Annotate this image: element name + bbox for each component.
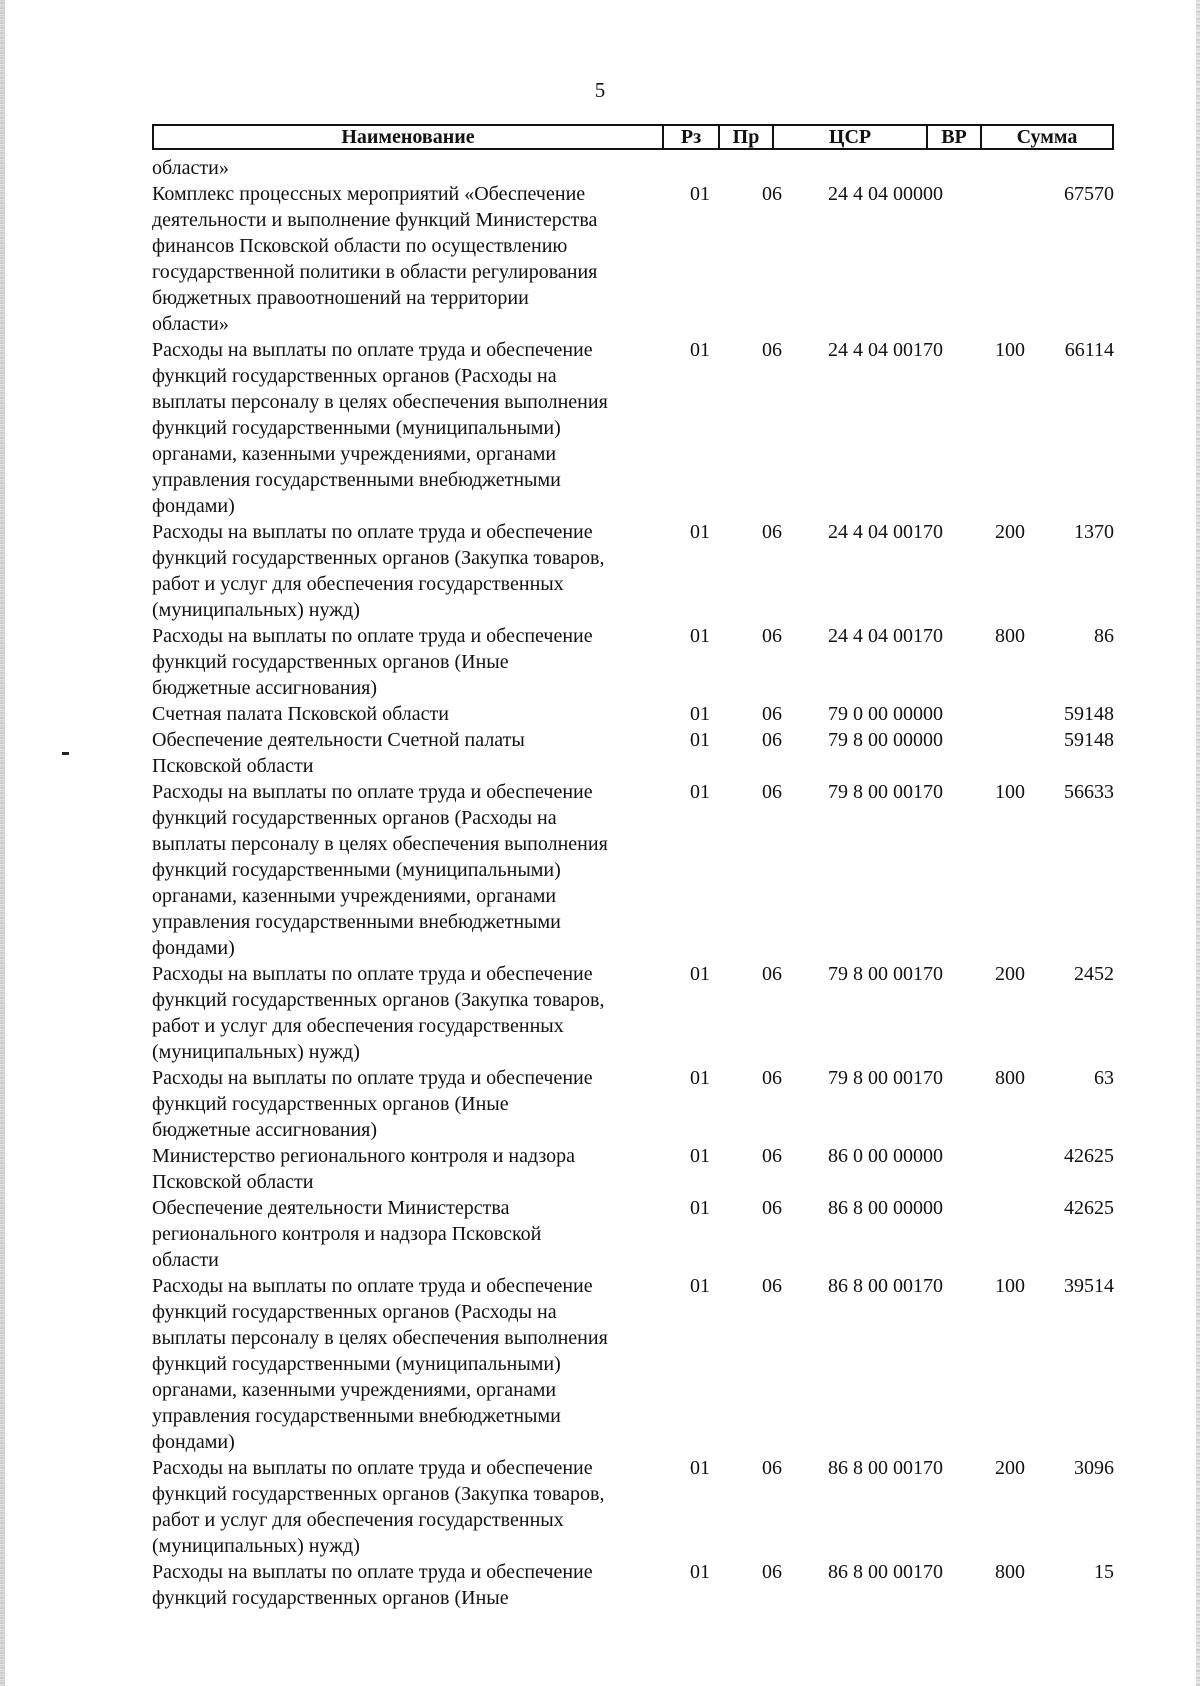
cell-csr: 79 8 00 00170 [828,781,943,803]
cell-csr: 24 4 04 00000 [828,183,943,205]
cell-csr: 24 4 04 00170 [828,339,943,361]
cell-sum: 86 [1094,625,1114,647]
table-row [152,1065,1114,1143]
cell-rz: 01 [690,1457,710,1479]
cell-rz: 01 [690,963,710,985]
cell-rz: 01 [690,625,710,647]
cell-name: Расходы на выплаты по оплате труда и обеспечение функций государственных органов (Закупка товаров, работ и услуг для обеспечения государственных (муниципальных) нужд) [152,521,605,621]
cell-name: Расходы на выплаты по оплате труда и обеспечение функций государственных органов (Расходы на выплаты персоналу в целях обеспечения выполнения функций государственными (муниципальными) органами, казенными учреждениями, органами управления государственными внебюджетными фондами) [152,1275,608,1453]
cell-pr: 06 [762,1067,782,1089]
cell-sum: 3096 [1074,1457,1114,1479]
cell-csr: 24 4 04 00170 [828,625,943,647]
cell-pr: 06 [762,183,782,205]
scan-edge-left [0,0,5,1686]
table-row [152,1559,1114,1611]
cell-sum: 66114 [1064,339,1114,361]
cell-csr: 79 0 00 00000 [828,703,943,725]
cell-vr: 800 [995,1561,1025,1583]
cell-name: Расходы на выплаты по оплате труда и обеспечение функций государственных органов (Иные бюджетные ассигнования) [152,1067,593,1141]
header-name: Наименование [152,124,664,150]
cell-pr: 06 [762,521,782,543]
cell-name: Расходы на выплаты по оплате труда и обеспечение функций государственных органов (Закупка товаров, работ и услуг для обеспечения государственных (муниципальных) нужд) [152,963,605,1063]
cell-rz: 01 [690,339,710,361]
table-row [152,701,1114,727]
cell-sum: 42625 [1064,1197,1114,1219]
scan-edge-right [1196,0,1200,1686]
cell-name: Расходы на выплаты по оплате труда и обеспечение функций государственных органов (Иные бюджетные ассигнования) [152,625,593,699]
table-row [152,961,1114,1065]
cell-name: Министерство регионального контроля и надзора Псковской области [152,1145,576,1193]
cell-name: области» [152,157,229,179]
cell-name: Расходы на выплаты по оплате труда и обеспечение функций государственных органов (Расходы на выплаты персоналу в целях обеспечения выполнения функций государственными (муниципальными) органами, казенными учреждениями, органами управления государственными внебюджетными фондами) [152,339,608,517]
cell-csr: 86 8 00 00000 [828,1197,943,1219]
cell-csr: 86 8 00 00170 [828,1457,943,1479]
cell-vr: 100 [995,339,1025,361]
table-row [152,1455,1114,1559]
cell-pr: 06 [762,1561,782,1583]
cell-pr: 06 [762,625,782,647]
cell-name: Счетная палата Псковской области [152,703,449,725]
cell-pr: 06 [762,703,782,725]
cell-sum: 42625 [1064,1145,1114,1167]
cell-pr: 06 [762,339,782,361]
table-row [152,727,1114,779]
cell-rz: 01 [690,1067,710,1089]
cell-rz: 01 [690,729,710,751]
table-row [152,1143,1114,1195]
table-row [152,779,1114,961]
cell-rz: 01 [690,521,710,543]
cell-pr: 06 [762,1197,782,1219]
header-csr: ЦСР [772,124,928,150]
cell-vr: 800 [995,1067,1025,1089]
page-number: 5 [594,78,606,102]
cell-sum: 59148 [1064,729,1114,751]
cell-rz: 01 [690,183,710,205]
cell-vr: 200 [995,521,1025,543]
cell-pr: 06 [762,1145,782,1167]
cell-vr: 200 [995,963,1025,985]
cell-sum: 15 [1094,1561,1114,1583]
table-row [152,181,1114,337]
cell-pr: 06 [762,963,782,985]
cell-pr: 06 [762,729,782,751]
cell-rz: 01 [690,1561,710,1583]
cell-sum: 39514 [1064,1275,1114,1297]
header-sum: Сумма [980,124,1114,150]
cell-rz: 01 [690,1145,710,1167]
header-pr: Пр [718,124,774,150]
cell-csr: 86 8 00 00170 [828,1561,943,1583]
header-vr: ВР [926,124,982,150]
cell-csr: 79 8 00 00170 [828,963,943,985]
cell-name: Комплекс процессных мероприятий «Обеспечение деятельности и выполнение функций Министерства финансов Псковской области по осуществлению государственной политики в области регулирования бюджетных правоотношений на территории области» [152,183,598,335]
cell-csr: 86 8 00 00170 [828,1275,943,1297]
cell-rz: 01 [690,703,710,725]
cell-sum: 1370 [1074,521,1114,543]
cell-rz: 01 [690,781,710,803]
cell-pr: 06 [762,1457,782,1479]
cell-sum: 59148 [1064,703,1114,725]
cell-rz: 01 [690,1275,710,1297]
cell-name: Расходы на выплаты по оплате труда и обеспечение функций государственных органов (Иные [152,1561,593,1609]
cell-name: Обеспечение деятельности Министерства регионального контроля и надзора Псковской области [152,1197,542,1271]
cell-sum: 67570 [1064,183,1114,205]
table-row [152,155,1114,181]
table-row [152,1195,1114,1273]
table-row [152,337,1114,519]
table-row [152,623,1114,701]
cell-csr: 24 4 04 00170 [828,521,943,543]
cell-name: Расходы на выплаты по оплате труда и обеспечение функций государственных органов (Расходы на выплаты персоналу в целях обеспечения выполнения функций государственными (муниципальными) органами, казенными учреждениями, органами управления государственными внебюджетными фондами) [152,781,608,959]
cell-name: Расходы на выплаты по оплате труда и обеспечение функций государственных органов (Закупка товаров, работ и услуг для обеспечения государственных (муниципальных) нужд) [152,1457,605,1557]
header-rz: Рз [662,124,720,150]
table-body [152,155,1114,1611]
cell-pr: 06 [762,781,782,803]
cell-vr: 200 [995,1457,1025,1479]
cell-rz: 01 [690,1197,710,1219]
cell-csr: 86 0 00 00000 [828,1145,943,1167]
table-header [152,124,1114,152]
cell-sum: 63 [1094,1067,1114,1089]
cell-vr: 100 [995,781,1025,803]
cell-vr: 800 [995,625,1025,647]
table-row [152,519,1114,623]
cell-sum: 2452 [1074,963,1114,985]
cell-csr: 79 8 00 00170 [828,1067,943,1089]
table-row [152,1273,1114,1455]
cell-name: Обеспечение деятельности Счетной палаты Псковской области [152,729,525,777]
cell-pr: 06 [762,1275,782,1297]
cell-csr: 79 8 00 00000 [828,729,943,751]
scan-artifact-mark [62,752,69,755]
cell-sum: 56633 [1064,781,1114,803]
cell-vr: 100 [995,1275,1025,1297]
